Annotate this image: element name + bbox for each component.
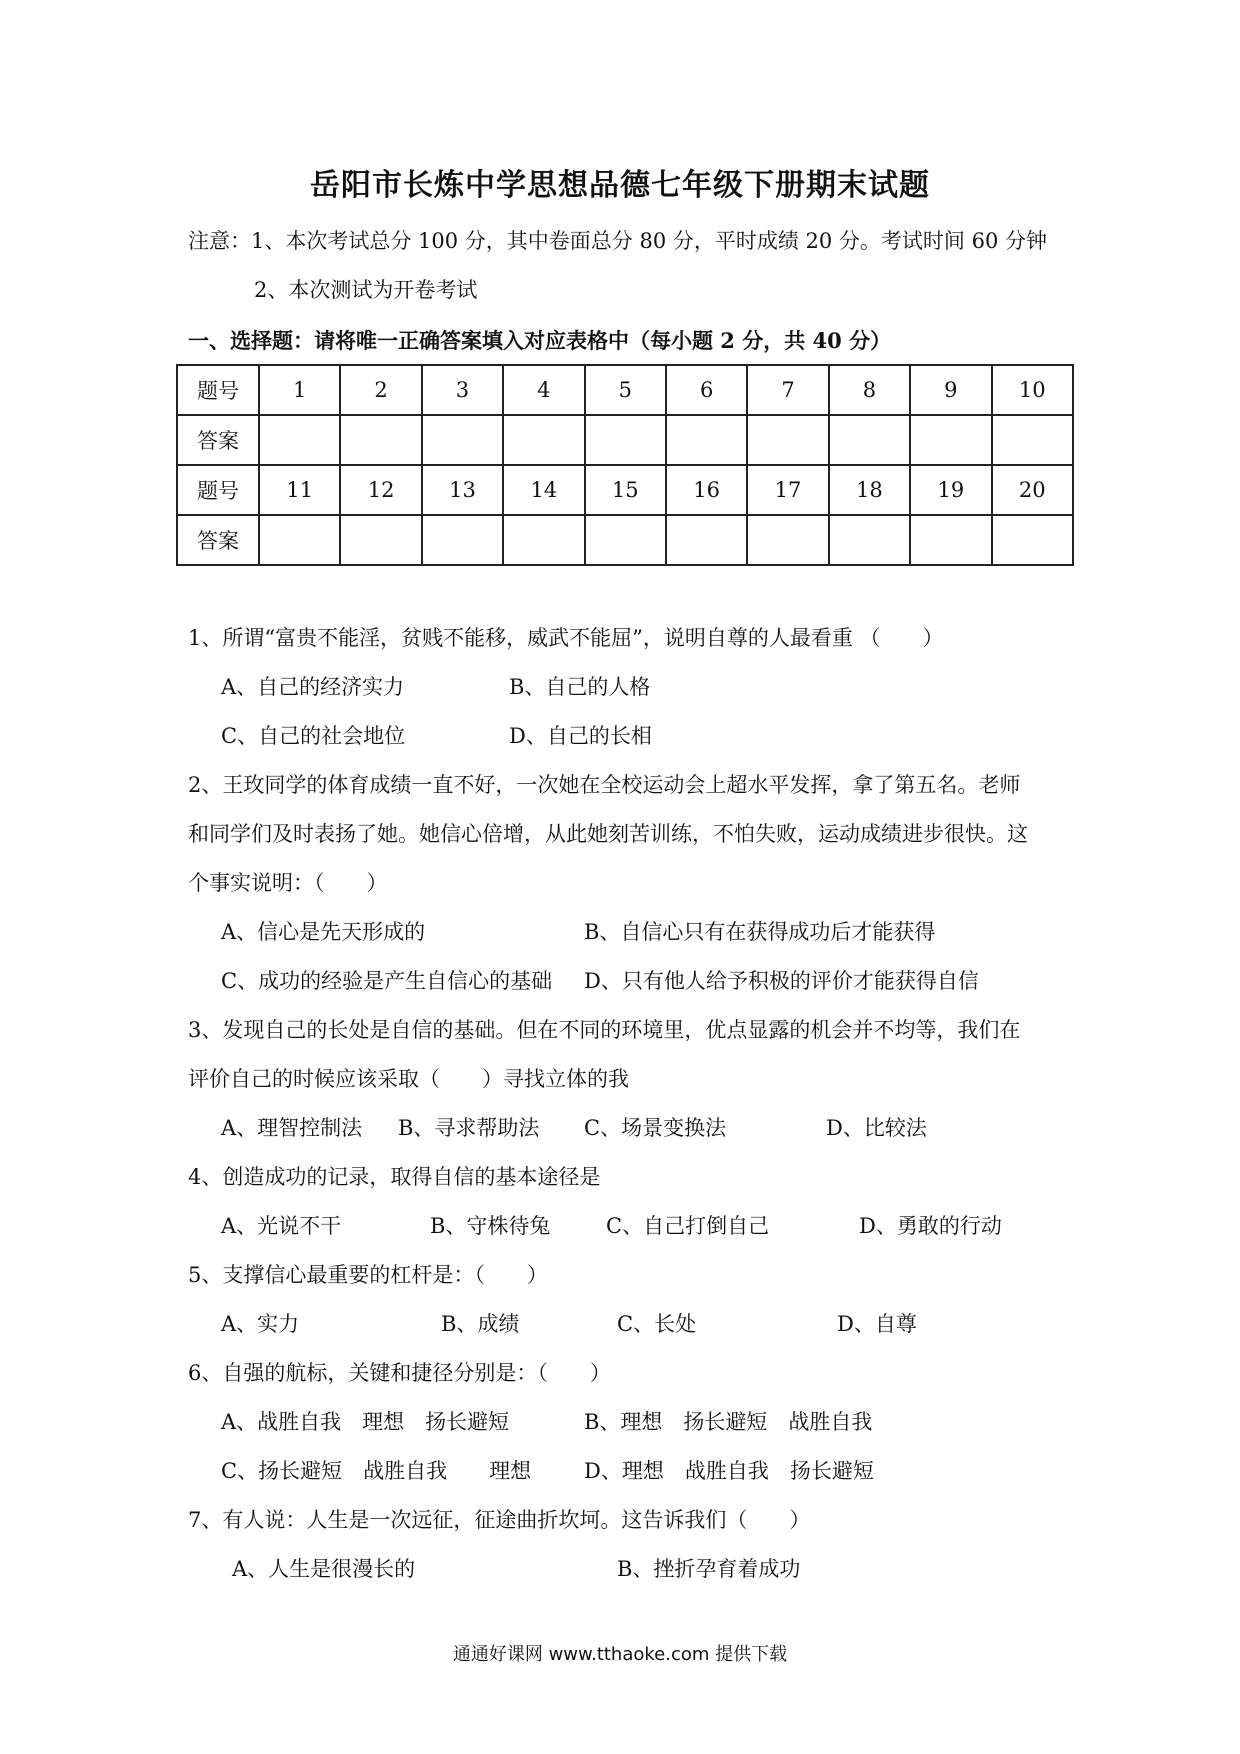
question-2-option-d: D、只有他人给予积极的评价才能获得自信 [584,969,979,993]
row-label-number: 题号 [177,365,259,415]
question-2-option-c: C、成功的经验是产生自信心的基础 [221,969,553,993]
question-1-option-d: D、自己的长相 [509,724,652,748]
section-heading-choice: 一、选择题：请将唯一正确答案填入对应表格中（每小题 2 分，共 40 分） [188,328,892,353]
question-3-option-d: D、比较法 [826,1116,927,1140]
question-number-cell: 20 [992,465,1073,515]
answer-cell[interactable] [503,415,584,465]
question-number-cell: 7 [747,365,828,415]
row-label-number: 题号 [177,465,259,515]
question-5-stem: 5、支撑信心最重要的杠杆是：（ ） [188,1263,548,1287]
question-7-stem: 7、有人说：人生是一次远征，征途曲折坎坷。这告诉我们（ ） [188,1508,811,1532]
answer-cell[interactable] [340,515,421,565]
answer-table [176,364,1074,566]
question-number-cell: 3 [422,365,503,415]
question-7-option-a: A、人生是很漫长的 [232,1557,416,1581]
question-6-option-a: A、战胜自我 理想 扬长避短 [221,1410,510,1434]
page-title: 岳阳市长炼中学思想品德七年级下册期末试题 [310,168,930,203]
question-7-option-b: B、挫折孕育着成功 [617,1557,801,1581]
question-2-stem-line-2: 和同学们及时表扬了她。她信心倍增，从此她刻苦训练，不怕失败，运动成绩进步很快。这 [188,822,1028,846]
question-number-cell: 6 [666,365,747,415]
question-number-cell: 5 [585,365,666,415]
answer-cell[interactable] [910,415,991,465]
question-6-stem: 6、自强的航标，关键和捷径分别是：（ ） [188,1361,611,1385]
answer-cell[interactable] [829,515,910,565]
answer-cell[interactable] [259,515,340,565]
answer-table-answer-row-2 [177,515,1073,565]
answer-cell[interactable] [910,515,991,565]
question-number-cell: 14 [503,465,584,515]
question-number-cell: 8 [829,365,910,415]
question-1-option-a: A、自己的经济实力 [221,675,405,699]
answer-cell[interactable] [259,415,340,465]
question-4-option-b: B、守株待兔 [430,1214,551,1238]
question-number-cell: 18 [829,465,910,515]
question-2-stem-line-1: 2、王玫同学的体育成绩一直不好，一次她在全校运动会上超水平发挥，拿了第五名。老师 [188,773,1021,797]
row-label-answer: 答案 [177,415,259,465]
answer-cell[interactable] [422,515,503,565]
question-4-option-a: A、光说不干 [221,1214,342,1238]
answer-table-number-row-2 [177,465,1073,515]
question-6-option-b: B、理想 扬长避短 战胜自我 [584,1410,873,1434]
question-number-cell: 15 [585,465,666,515]
question-5-option-c: C、长处 [617,1312,697,1336]
question-1-option-c: C、自己的社会地位 [221,724,406,748]
question-number-cell: 1 [259,365,340,415]
answer-cell[interactable] [829,415,910,465]
row-label-answer: 答案 [177,515,259,565]
exam-note-1: 注意：1、本次考试总分 100 分，其中卷面总分 80 分，平时成绩 20 分。考试时间 60 分钟 [188,229,1048,253]
answer-cell[interactable] [503,515,584,565]
question-number-cell: 17 [747,465,828,515]
question-number-cell: 13 [422,465,503,515]
question-1-option-b: B、自己的人格 [509,675,651,699]
answer-cell[interactable] [992,415,1073,465]
answer-table-number-row-1 [177,365,1073,415]
answer-cell[interactable] [666,515,747,565]
question-2-stem-line-3: 个事实说明：（ ） [188,871,388,895]
question-3-option-c: C、场景变换法 [584,1116,727,1140]
question-3-option-a: A、理智控制法 [221,1116,363,1140]
question-6-option-d: D、理想 战胜自我 扬长避短 [584,1459,874,1483]
question-1-stem: 1、所谓“富贵不能淫，贫贱不能移，威武不能屈”，说明自尊的人最看重 （ ） [188,626,944,650]
question-number-cell: 12 [340,465,421,515]
answer-cell[interactable] [666,415,747,465]
question-number-cell: 11 [259,465,340,515]
answer-table-answer-row-1 [177,415,1073,465]
question-number-cell: 19 [910,465,991,515]
answer-cell[interactable] [747,415,828,465]
question-number-cell: 2 [340,365,421,415]
question-2-option-b: B、自信心只有在获得成功后才能获得 [584,920,936,944]
answer-cell[interactable] [747,515,828,565]
question-4-option-c: C、自己打倒自己 [606,1214,770,1238]
question-number-cell: 9 [910,365,991,415]
question-4-stem: 4、创造成功的记录，取得自信的基本途径是 [188,1165,601,1189]
footer-source-text: 通通好课网 www.tthaoke.com 提供下载 [452,1644,788,1665]
question-number-cell: 4 [503,365,584,415]
question-number-cell: 10 [992,365,1073,415]
question-3-stem-line-2: 评价自己的时候应该采取（ ）寻找立体的我 [188,1067,629,1091]
answer-cell[interactable] [340,415,421,465]
question-3-stem-line-1: 3、发现自己的长处是自信的基础。但在不同的环境里，优点显露的机会并不均等，我们在 [188,1018,1021,1042]
answer-cell[interactable] [992,515,1073,565]
question-2-option-a: A、信心是先天形成的 [221,920,426,944]
answer-cell[interactable] [585,415,666,465]
answer-cell[interactable] [585,515,666,565]
question-5-option-d: D、自尊 [837,1312,917,1336]
question-3-option-b: B、寻求帮助法 [398,1116,540,1140]
question-5-option-b: B、成绩 [441,1312,520,1336]
question-6-option-c: C、扬长避短 战胜自我 理想 [221,1459,532,1483]
exam-note-2: 2、本次测试为开卷考试 [254,278,478,302]
question-4-option-d: D、勇敢的行动 [859,1214,1002,1238]
question-number-cell: 16 [666,465,747,515]
question-5-option-a: A、实力 [221,1312,300,1336]
answer-cell[interactable] [422,415,503,465]
